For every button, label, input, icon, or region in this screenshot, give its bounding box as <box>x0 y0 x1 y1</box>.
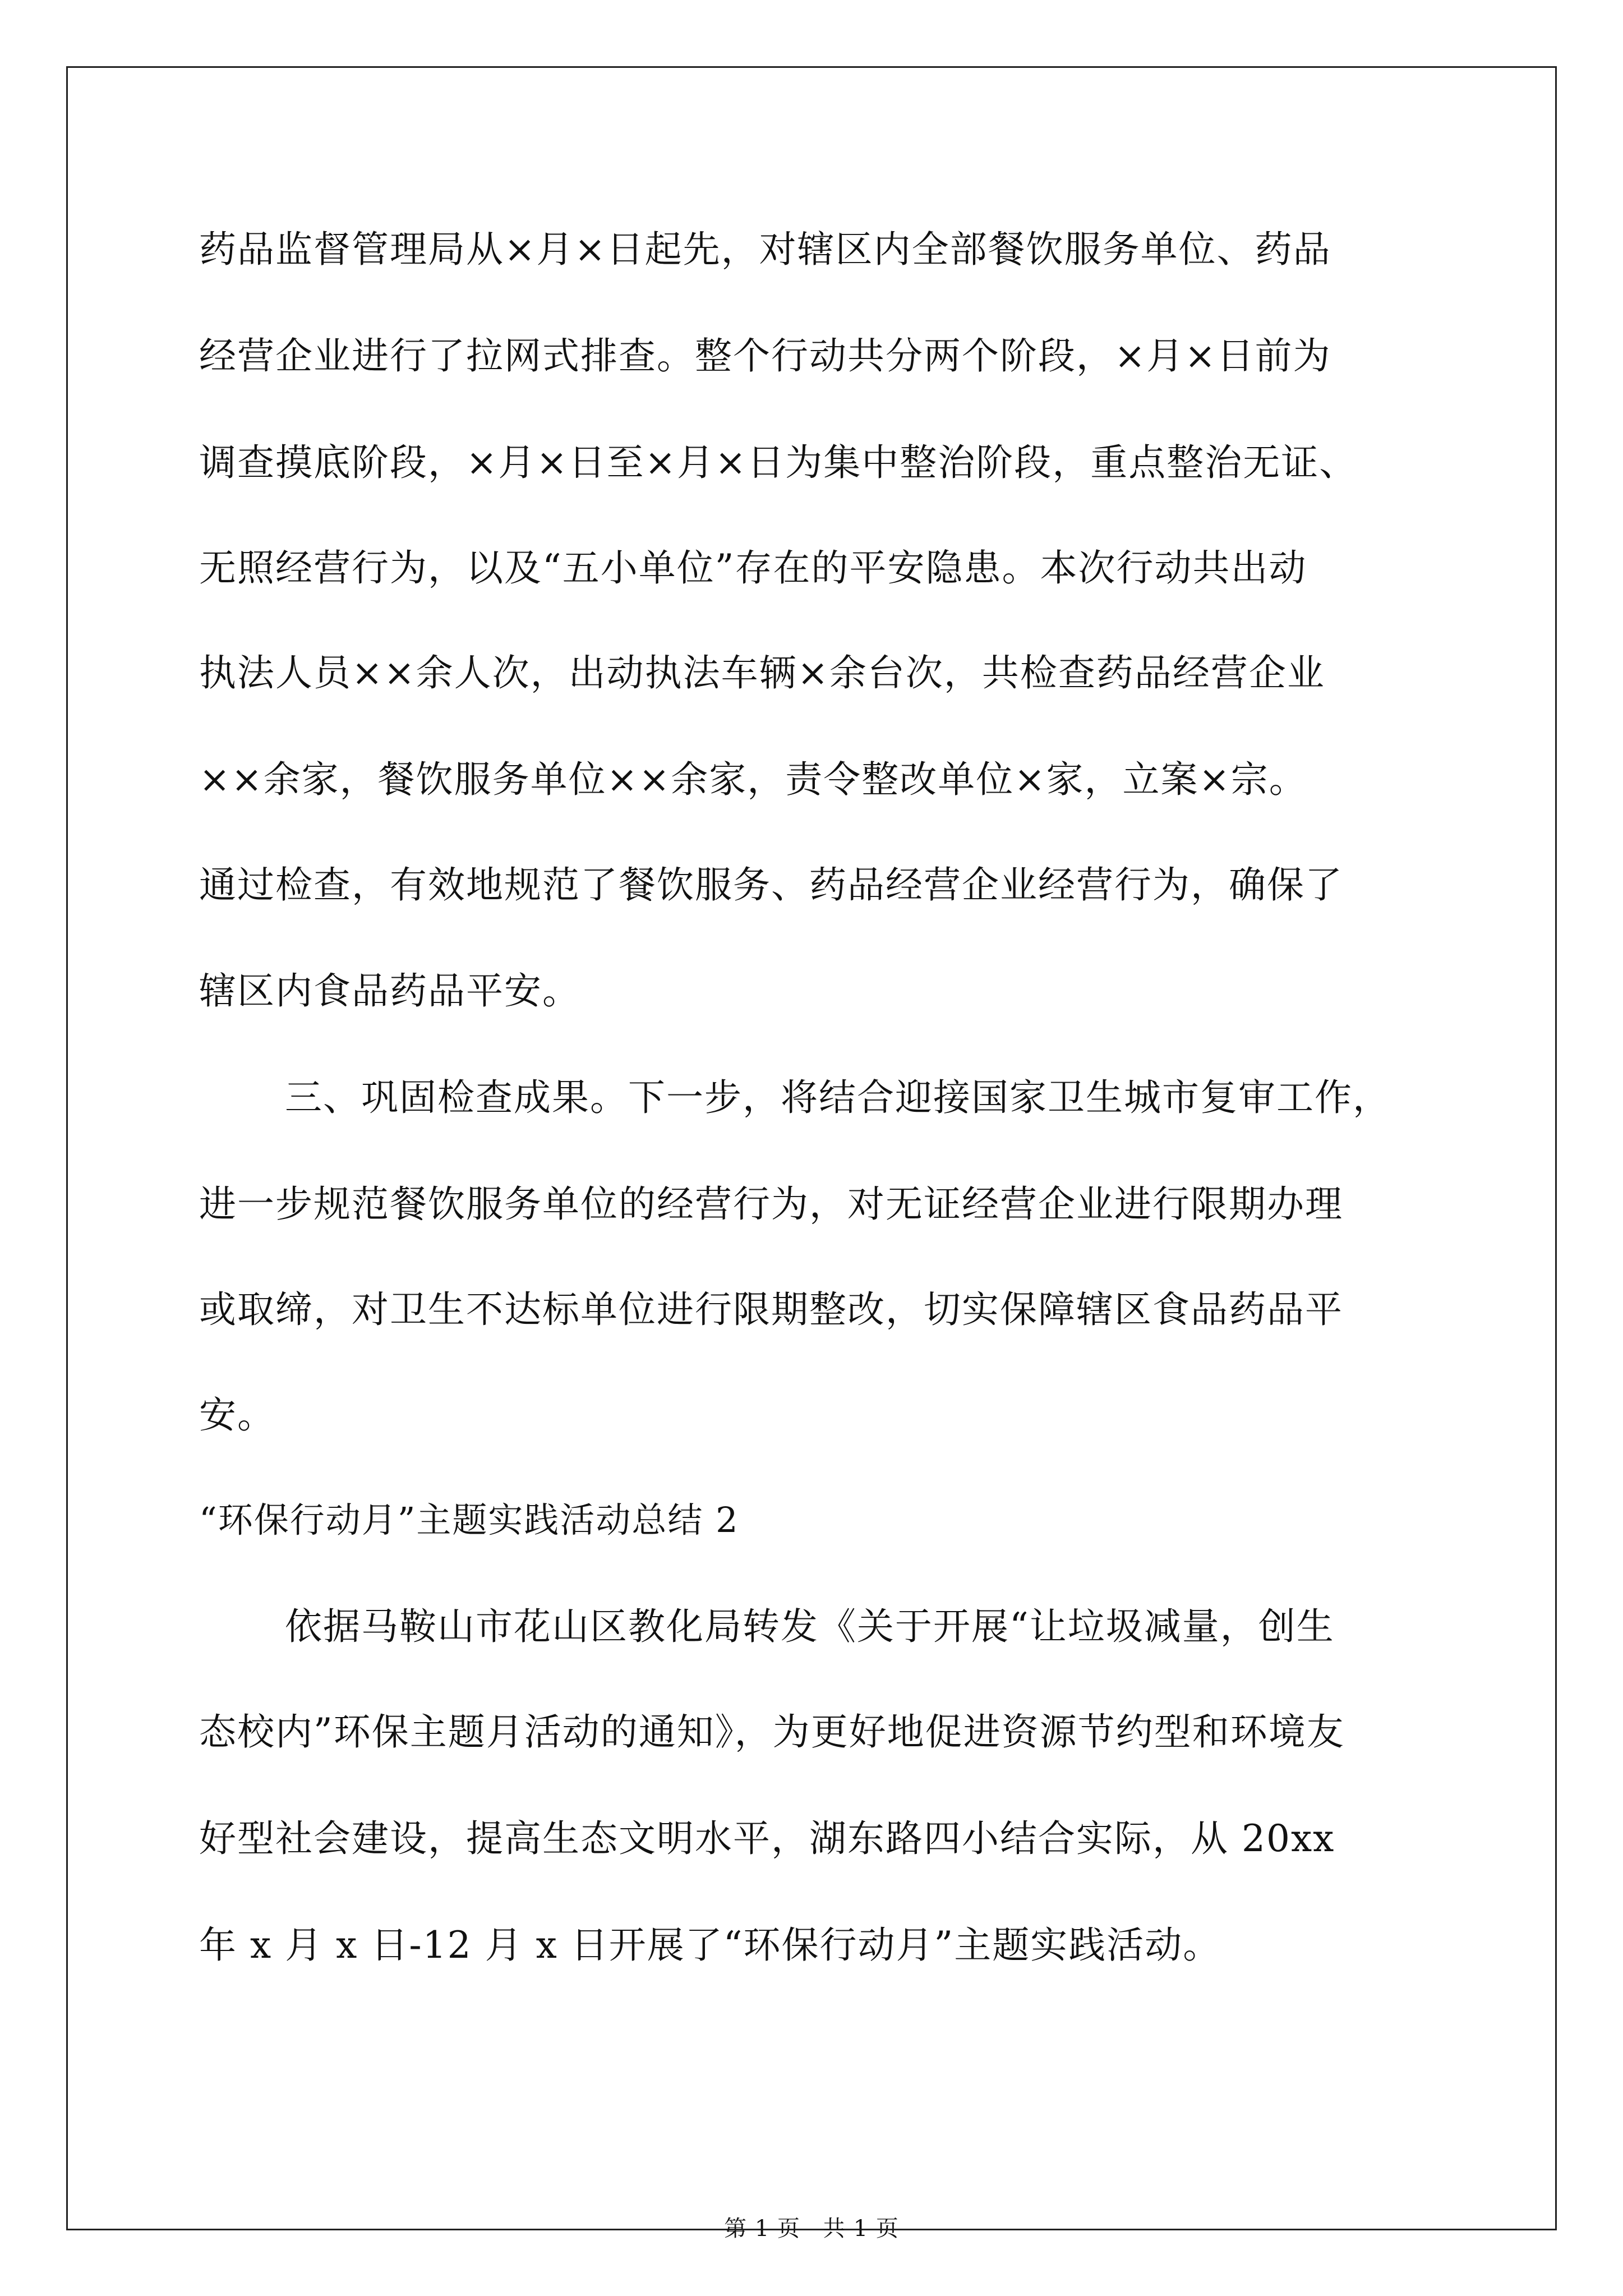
page-border <box>66 66 1557 2230</box>
section-heading: “环保行动月”主题实践活动总结 2 <box>199 1499 739 1540</box>
body-text-line: 依据马鞍山市花山区教化局转发《关于开展“让垃圾减量，创生 <box>285 1605 1335 1648</box>
body-text-line: 辖区内食品药品平安。 <box>199 969 580 1013</box>
page-footer <box>0 2215 1623 2243</box>
body-text-line: 通过检查，有效地规范了餐饮服务、药品经营企业经营行为，确保了 <box>199 863 1343 907</box>
body-text-line: 安。 <box>199 1393 275 1437</box>
body-text-line: 进一步规范餐饮服务单位的经营行为，对无证经营企业进行限期办理 <box>199 1182 1343 1226</box>
body-text-line: 三、巩固检查成果。下一步，将结合迎接国家卫生城市复审工作， <box>285 1076 1391 1119</box>
body-text-line: 或取缔，对卫生不达标单位进行限期整改，切实保障辖区食品药品平 <box>199 1288 1343 1331</box>
body-text-line: 态校内”环保主题月活动的通知》，为更好地促进资源节约型和环境友 <box>199 1710 1345 1754</box>
body-text-line: 无照经营行为，以及“五小单位”存在的平安隐患。本次行动共出动 <box>199 546 1307 590</box>
body-text-line: 药品监督管理局从×月×日起先，对辖区内全部餐饮服务单位、药品 <box>199 228 1331 271</box>
body-text-line: 好型社会建设，提高生态文明水平，湖东路四小结合实际，从 20xx <box>199 1817 1335 1860</box>
body-text-line: 执法人员××余人次，出动执法车辆×余台次，共检查药品经营企业 <box>199 651 1325 694</box>
page-total: 共 1 页 <box>823 2216 899 2242</box>
page-number: 第 1 页 <box>724 2216 800 2242</box>
body-text-line: 经营企业进行了拉网式排查。整个行动共分两个阶段，×月×日前为 <box>199 334 1331 378</box>
body-text-line: 年 x 月 x 日-12 月 x 日开展了“环保行动月”主题实践活动。 <box>199 1924 1221 1967</box>
body-text-line: ××余家，餐饮服务单位××余家，责令整改单位×家，立案×宗。 <box>199 758 1307 801</box>
body-text-line: 调查摸底阶段，×月×日至×月×日为集中整治阶段，重点整治无证、 <box>199 441 1358 484</box>
